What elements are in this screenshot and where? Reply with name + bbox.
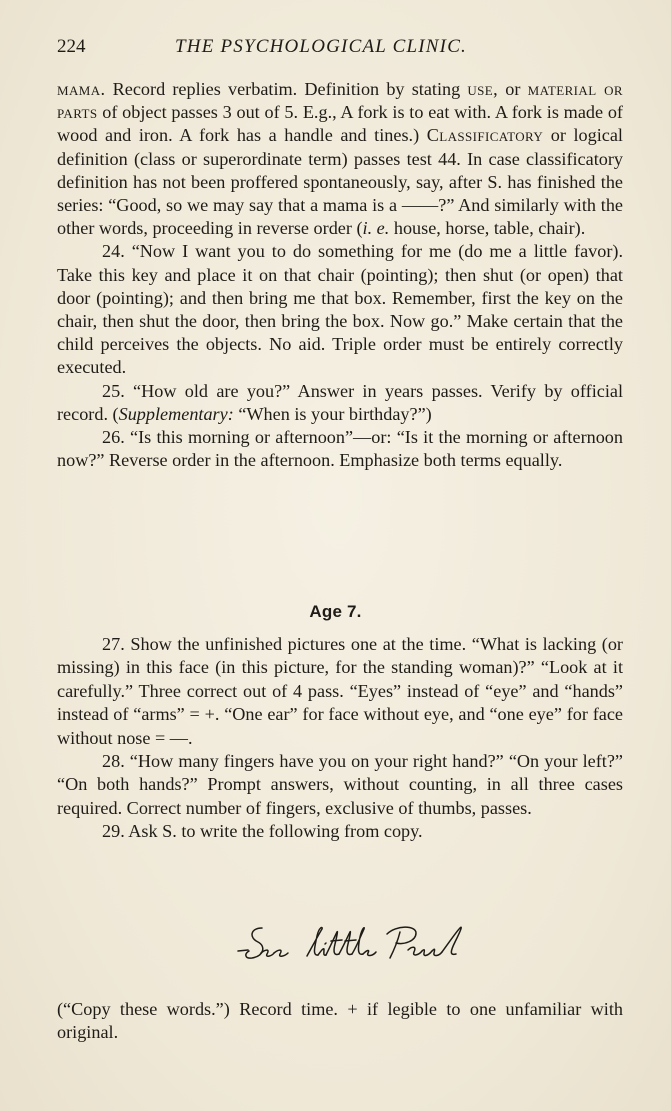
page-number: 224 (57, 36, 86, 57)
page-header (57, 36, 623, 60)
small-caps-term: Classificatory (426, 125, 544, 146)
paragraph-test-25 (57, 380, 623, 426)
body-text-footer (57, 998, 623, 1045)
text-run: 25. “How old are you?” Answer in years passes. Verify by official record. ( (57, 380, 623, 424)
text-run: or logical definition (class or superordinate term) passes test 44. In case classificatory definition has not been proffered spontaneously, say, after S. has finished the series: “Good, so we may say that a mama is a ——?” And similarly with the other words, proceeding in reverse order ( (57, 125, 623, 239)
text-run: Record replies verbatim. Definition by stating (105, 79, 468, 99)
text-run: or (498, 79, 528, 99)
small-caps-term: mama. (57, 79, 106, 99)
italic-abbrev: i. e. (362, 218, 390, 239)
text-run: of object passes 3 out of 5. E.g., A fork is to eat with. A fork is made of wood and iron. A fork has a handle and tines.) (57, 102, 623, 146)
handwriting-sample-image (236, 920, 476, 968)
handwriting-sample (236, 920, 476, 968)
paragraph-test-28: 28. “How many fingers have you on your right hand?” “On your left?” “On both hands?” Prompt answers, without counting, in all three cases required. Correct number of fingers, exclusive of thumbs, passes. (57, 751, 623, 818)
paragraph-test-24: 24. “Now I want you to do something for me (do me a little favor). Take this key and place it on that chair (pointing); then shut (or open) that door (pointing); and then bring me that box. Remember, first the key on the chair, then shut the door, then bring the box. Now go.” Make certain that the child perceives the objects. No aid. Triple order must be entirely correctly executed. (57, 241, 623, 378)
paragraph-copy-instruction: (“Copy these words.”) Record time. + if legible to one unfamiliar with original. (57, 999, 623, 1043)
text-run: house, horse, table, chair). (389, 218, 586, 239)
text-run: “When is your birthday?”) (233, 403, 432, 424)
running-title: THE PSYCHOLOGICAL CLINIC. (175, 36, 468, 57)
paragraph-definition (57, 78, 623, 240)
body-text-lower (57, 633, 623, 844)
section-heading-age: Age 7. (309, 602, 362, 621)
paragraph-test-27: 27. Show the unfinished pictures one at the time. “What is lacking (or missing) in this face (in this picture, for the standing woman)?” “Look at it carefully.” Three correct out of 4 pass. “Eyes” instead of “eye” and “hands” instead of “arms” = +. “One ear” for face without eye, and “one eye” for face without nose = —. (57, 634, 623, 748)
body-text-upper (57, 78, 623, 472)
paragraph-test-26: 26. “Is this morning or afternoon”—or: “Is it the morning or afternoon now?” Reverse order in the afternoon. Emphasize both terms equally. (57, 427, 623, 471)
paragraph-test-29: 29. Ask S. to write the following from copy. (102, 821, 423, 842)
italic-label: Supplementary: (118, 403, 234, 424)
small-caps-term: use, (467, 79, 499, 99)
small-caps-term: material or parts (57, 79, 623, 123)
